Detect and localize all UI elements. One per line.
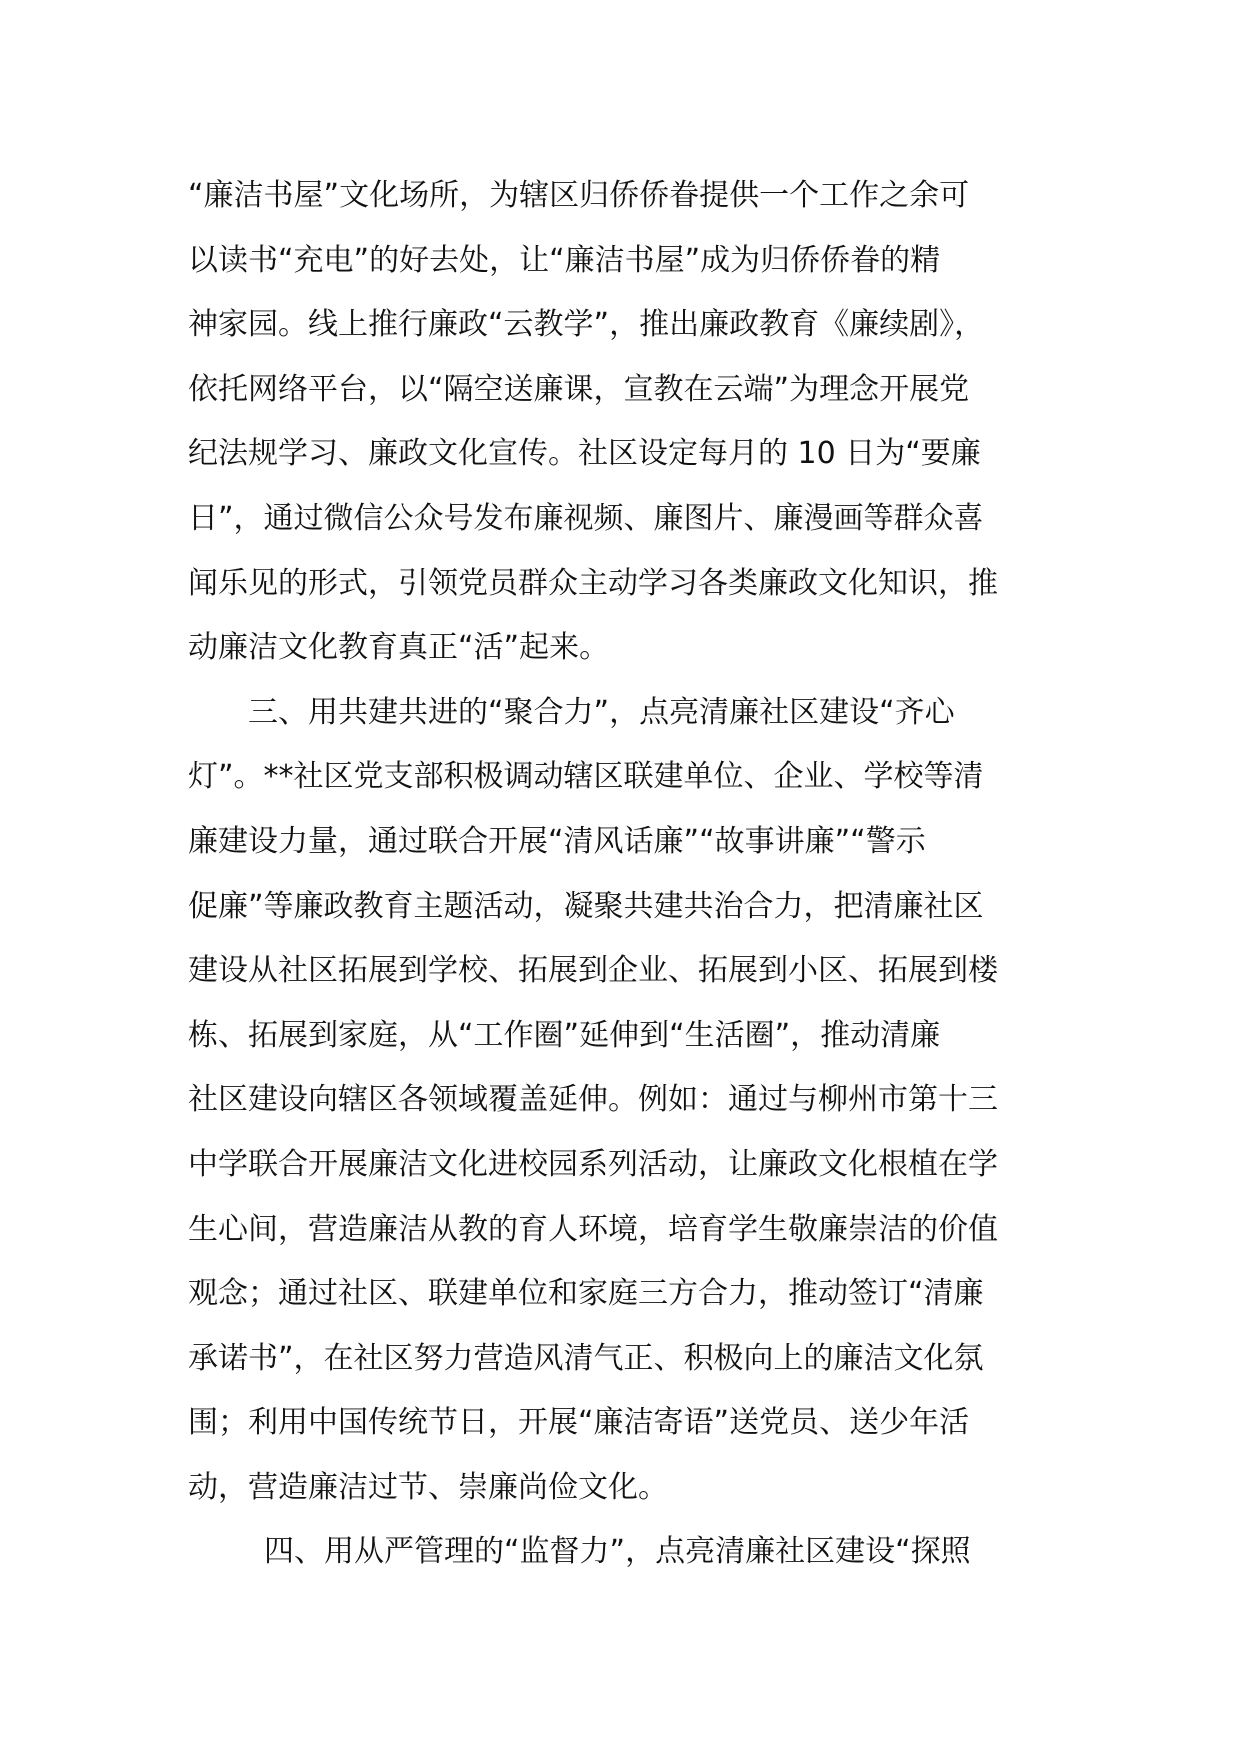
text-line: 神家园。线上推行廉政“云教学”，推出廉政教育《廉续剧》， bbox=[188, 307, 985, 343]
text-line: 建设从社区拓展到学校、拓展到企业、拓展到小区、拓展到楼 bbox=[188, 953, 998, 989]
text-line: 依托网络平台，以“隔空送廉课，宣教在云端”为理念开展党 bbox=[188, 371, 970, 407]
text-line: 生心间，营造廉洁从教的育人环境，培育学生敬廉崇洁的价值 bbox=[188, 1211, 998, 1247]
body-text bbox=[188, 164, 1068, 1585]
text-line: 廉建设力量，通过联合开展“清风话廉”“故事讲廉”“警示 bbox=[188, 823, 926, 859]
text-line: 日”，通过微信公众号发布廉视频、廉图片、廉漫画等群众喜 bbox=[188, 500, 984, 536]
text-line: 栋、拓展到家庭，从“工作圈”延伸到“生活圈”，推动清廉 bbox=[188, 1017, 941, 1053]
section-heading-line: 三、用共建共进的“聚合力”，点亮清廉社区建设“齐心 bbox=[248, 694, 955, 730]
text-line: 促廉”等廉政教育主题活动，凝聚共建共治合力，把清廉社区 bbox=[188, 888, 984, 924]
text-line: 动，营造廉洁过节、崇廉尚俭文化。 bbox=[188, 1469, 668, 1505]
text-line: 闻乐见的形式，引领党员群众主动学习各类廉政文化知识，推 bbox=[188, 565, 998, 601]
text-line: “廉洁书屋”文化场所，为辖区归侨侨眷提供一个工作之余可 bbox=[188, 178, 970, 213]
text-line: 围；利用中国传统节日，开展“廉洁寄语”送党员、送少年活 bbox=[188, 1405, 970, 1441]
text-line: 灯”。**社区党支部积极调动辖区联建单位、企业、学校等清 bbox=[188, 759, 984, 795]
text-line: 社区建设向辖区各领域覆盖延伸。例如：通过与柳州市第十三 bbox=[188, 1082, 998, 1118]
section-heading-line: 四、用从严管理的“监督力”，点亮清廉社区建设“探照 bbox=[264, 1534, 971, 1570]
text-line: 中学联合开展廉洁文化进校园系列活动，让廉政文化根植在学 bbox=[188, 1146, 998, 1182]
text-line: 观念；通过社区、联建单位和家庭三方合力，推动签订“清廉 bbox=[188, 1276, 984, 1312]
text-line: 承诺书”，在社区努力营造风清气正、积极向上的廉洁文化氛 bbox=[188, 1340, 984, 1376]
text-line: 纪法规学习、廉政文化宣传。社区设定每月的 10 日为“要廉 bbox=[188, 436, 981, 472]
text-line: 以读书“充电”的好去处，让“廉洁书屋”成为归侨侨眷的精 bbox=[188, 242, 941, 278]
text-line: 动廉洁文化教育真正“活”起来。 bbox=[188, 630, 610, 666]
